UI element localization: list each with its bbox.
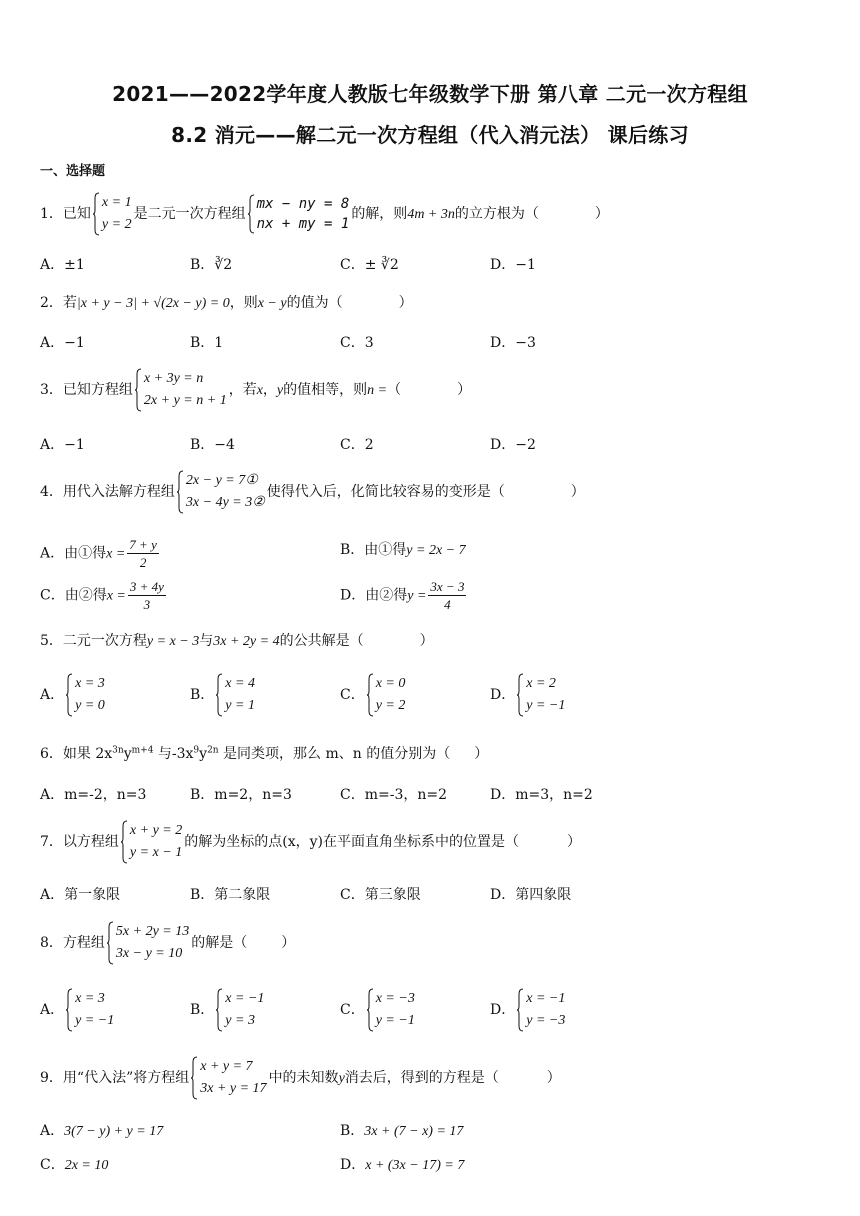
option-b: B．−4 <box>190 437 235 453</box>
option-c: C．2 <box>340 437 374 453</box>
option-c: C．m=-3，n=2 <box>340 787 448 803</box>
option-d: D．x + (3x − 17) = 7 <box>340 1157 465 1173</box>
option-a: A．−1 <box>40 335 85 351</box>
equation-system: 2x − y = 7① 3x − 4y = 3② <box>177 470 265 514</box>
question-5: 5．二元一次方程y = x − 3与3x + 2y = 4的公共解是（ ） <box>40 633 434 649</box>
solution-system: x = 3 y = 0 <box>66 673 105 717</box>
question-number: 1． <box>40 206 63 222</box>
option-c: C． x = 0 y = 2 <box>340 673 407 717</box>
option-a: A．3(7 − y) + y = 17 <box>40 1123 164 1139</box>
option-c: C．第三象限 <box>340 887 421 903</box>
fraction: $\frac{7 + y}{2}$ <box>129 537 157 570</box>
solution-system: x = −3 y = −1 <box>367 988 415 1032</box>
option-a: A． x = 3 y = −1 <box>40 988 116 1032</box>
solution-system: x = −1 y = 3 <box>216 988 264 1032</box>
option-b: B．由①得y = 2x − 7 <box>340 542 466 558</box>
solution-system: x = 0 y = 2 <box>367 673 406 717</box>
equation-system: x + y = 2 y = x − 1 <box>121 820 182 864</box>
question-2: 2．若|x + y − 3| + √(2x − y) = 0，则x − y的值为（ ） <box>40 295 413 311</box>
solution-system: x = 2 y = −1 <box>517 673 565 717</box>
equation-system: x + y = 7 3x + y = 17 <box>191 1056 266 1100</box>
option-d: D． x = 2 y = −1 <box>490 673 567 717</box>
option-a: A． x = 3 y = 0 <box>40 673 107 717</box>
question-6: 6．如果 $2x^{3n}y^{m+4}$ 与$-3x^9y^{2n}$ 是同类项，那么 m、n 的值分别为（ ） <box>40 745 489 762</box>
solution-system: x = 1 y = 2 <box>93 192 132 236</box>
option-d: D．−2 <box>490 437 536 453</box>
option-a: A．由①得x = $\frac{7 + y}{2}$ <box>40 537 157 570</box>
option-d: D．−1 <box>490 257 536 273</box>
option-b: B．3x + (7 − x) = 17 <box>340 1123 464 1139</box>
option-d: D．第四象限 <box>490 887 572 903</box>
fraction: $\frac{3x - 3}{4}$ <box>430 579 465 612</box>
question-3: 3．已知方程组 x + 3y = n 2x + y = n + 1 ，若x，y的值相等，则n =（ ） <box>40 368 471 412</box>
option-a: A．−1 <box>40 437 85 453</box>
worksheet-subtitle: 8.2 消元——解二元一次方程组（代入消元法） 课后练习 <box>171 123 689 147</box>
equation-system: 5x + 2y = 13 3x − y = 10 <box>107 921 189 965</box>
fraction: $\frac{3 + 4y}{3}$ <box>129 579 164 612</box>
option-a: A．m=-2，n=3 <box>40 787 147 803</box>
solution-system: x = 4 y = 1 <box>216 673 255 717</box>
option-b: B．第二象限 <box>190 887 271 903</box>
option-d: D．由②得y = $\frac{3x - 3}{4}$ <box>340 579 465 612</box>
option-c: C．2x = 10 <box>40 1157 109 1173</box>
equation-system: mx − ny = 8 nx + my = 1 <box>248 194 350 234</box>
section-heading: 一、选择题 <box>40 164 106 179</box>
question-1: 1．已知 x = 1 y = 2 是二元一次方程组 mx − ny = 8 nx + my = 1 的解，则4m + 3n的立方根为（ ） <box>40 192 609 236</box>
option-b: B． x = 4 y = 1 <box>190 673 257 717</box>
question-7: 7．以方程组 x + y = 2 y = x − 1 的解为坐标的点(x，y)在平面直角坐标系中的位置是（ ） <box>40 820 581 864</box>
option-d: D． x = −1 y = −3 <box>490 988 567 1032</box>
equation: |x + y − 3| + √(2x − y) = 0 <box>76 296 230 311</box>
option-b: B．1 <box>190 335 224 351</box>
option-b: B．∛2 <box>190 257 233 273</box>
option-a: A．±1 <box>40 257 85 273</box>
option-c: C．± ∛2 <box>340 257 399 273</box>
worksheet-title: 2021——2022学年度人教版七年级数学下册 第八章 二元一次方程组 <box>112 82 748 106</box>
solution-system: x = −1 y = −3 <box>517 988 565 1032</box>
option-c: C．由②得x = $\frac{3 + 4y}{3}$ <box>40 579 164 612</box>
option-c: C． x = −3 y = −1 <box>340 988 417 1032</box>
equation-system: x + 3y = n 2x + y = n + 1 <box>135 368 227 412</box>
question-8: 8．方程组 5x + 2y = 13 3x − y = 10 的解是（ ） <box>40 921 295 965</box>
question-4: 4．用代入法解方程组 2x − y = 7① 3x − 4y = 3② 使得代入后，化简比较容易的变形是（ ） <box>40 470 585 514</box>
option-b: B． x = −1 y = 3 <box>190 988 266 1032</box>
option-d: D．m=3，n=2 <box>490 787 593 803</box>
option-a: A．第一象限 <box>40 887 121 903</box>
option-d: D．−3 <box>490 335 536 351</box>
question-9: 9．用“代入法”将方程组 x + y = 7 3x + y = 17 中的未知数y消去后，得到的方程是（ ） <box>40 1056 561 1100</box>
solution-system: x = 3 y = −1 <box>66 988 114 1032</box>
option-c: C．3 <box>340 335 374 351</box>
option-b: B．m=2，n=3 <box>190 787 292 803</box>
